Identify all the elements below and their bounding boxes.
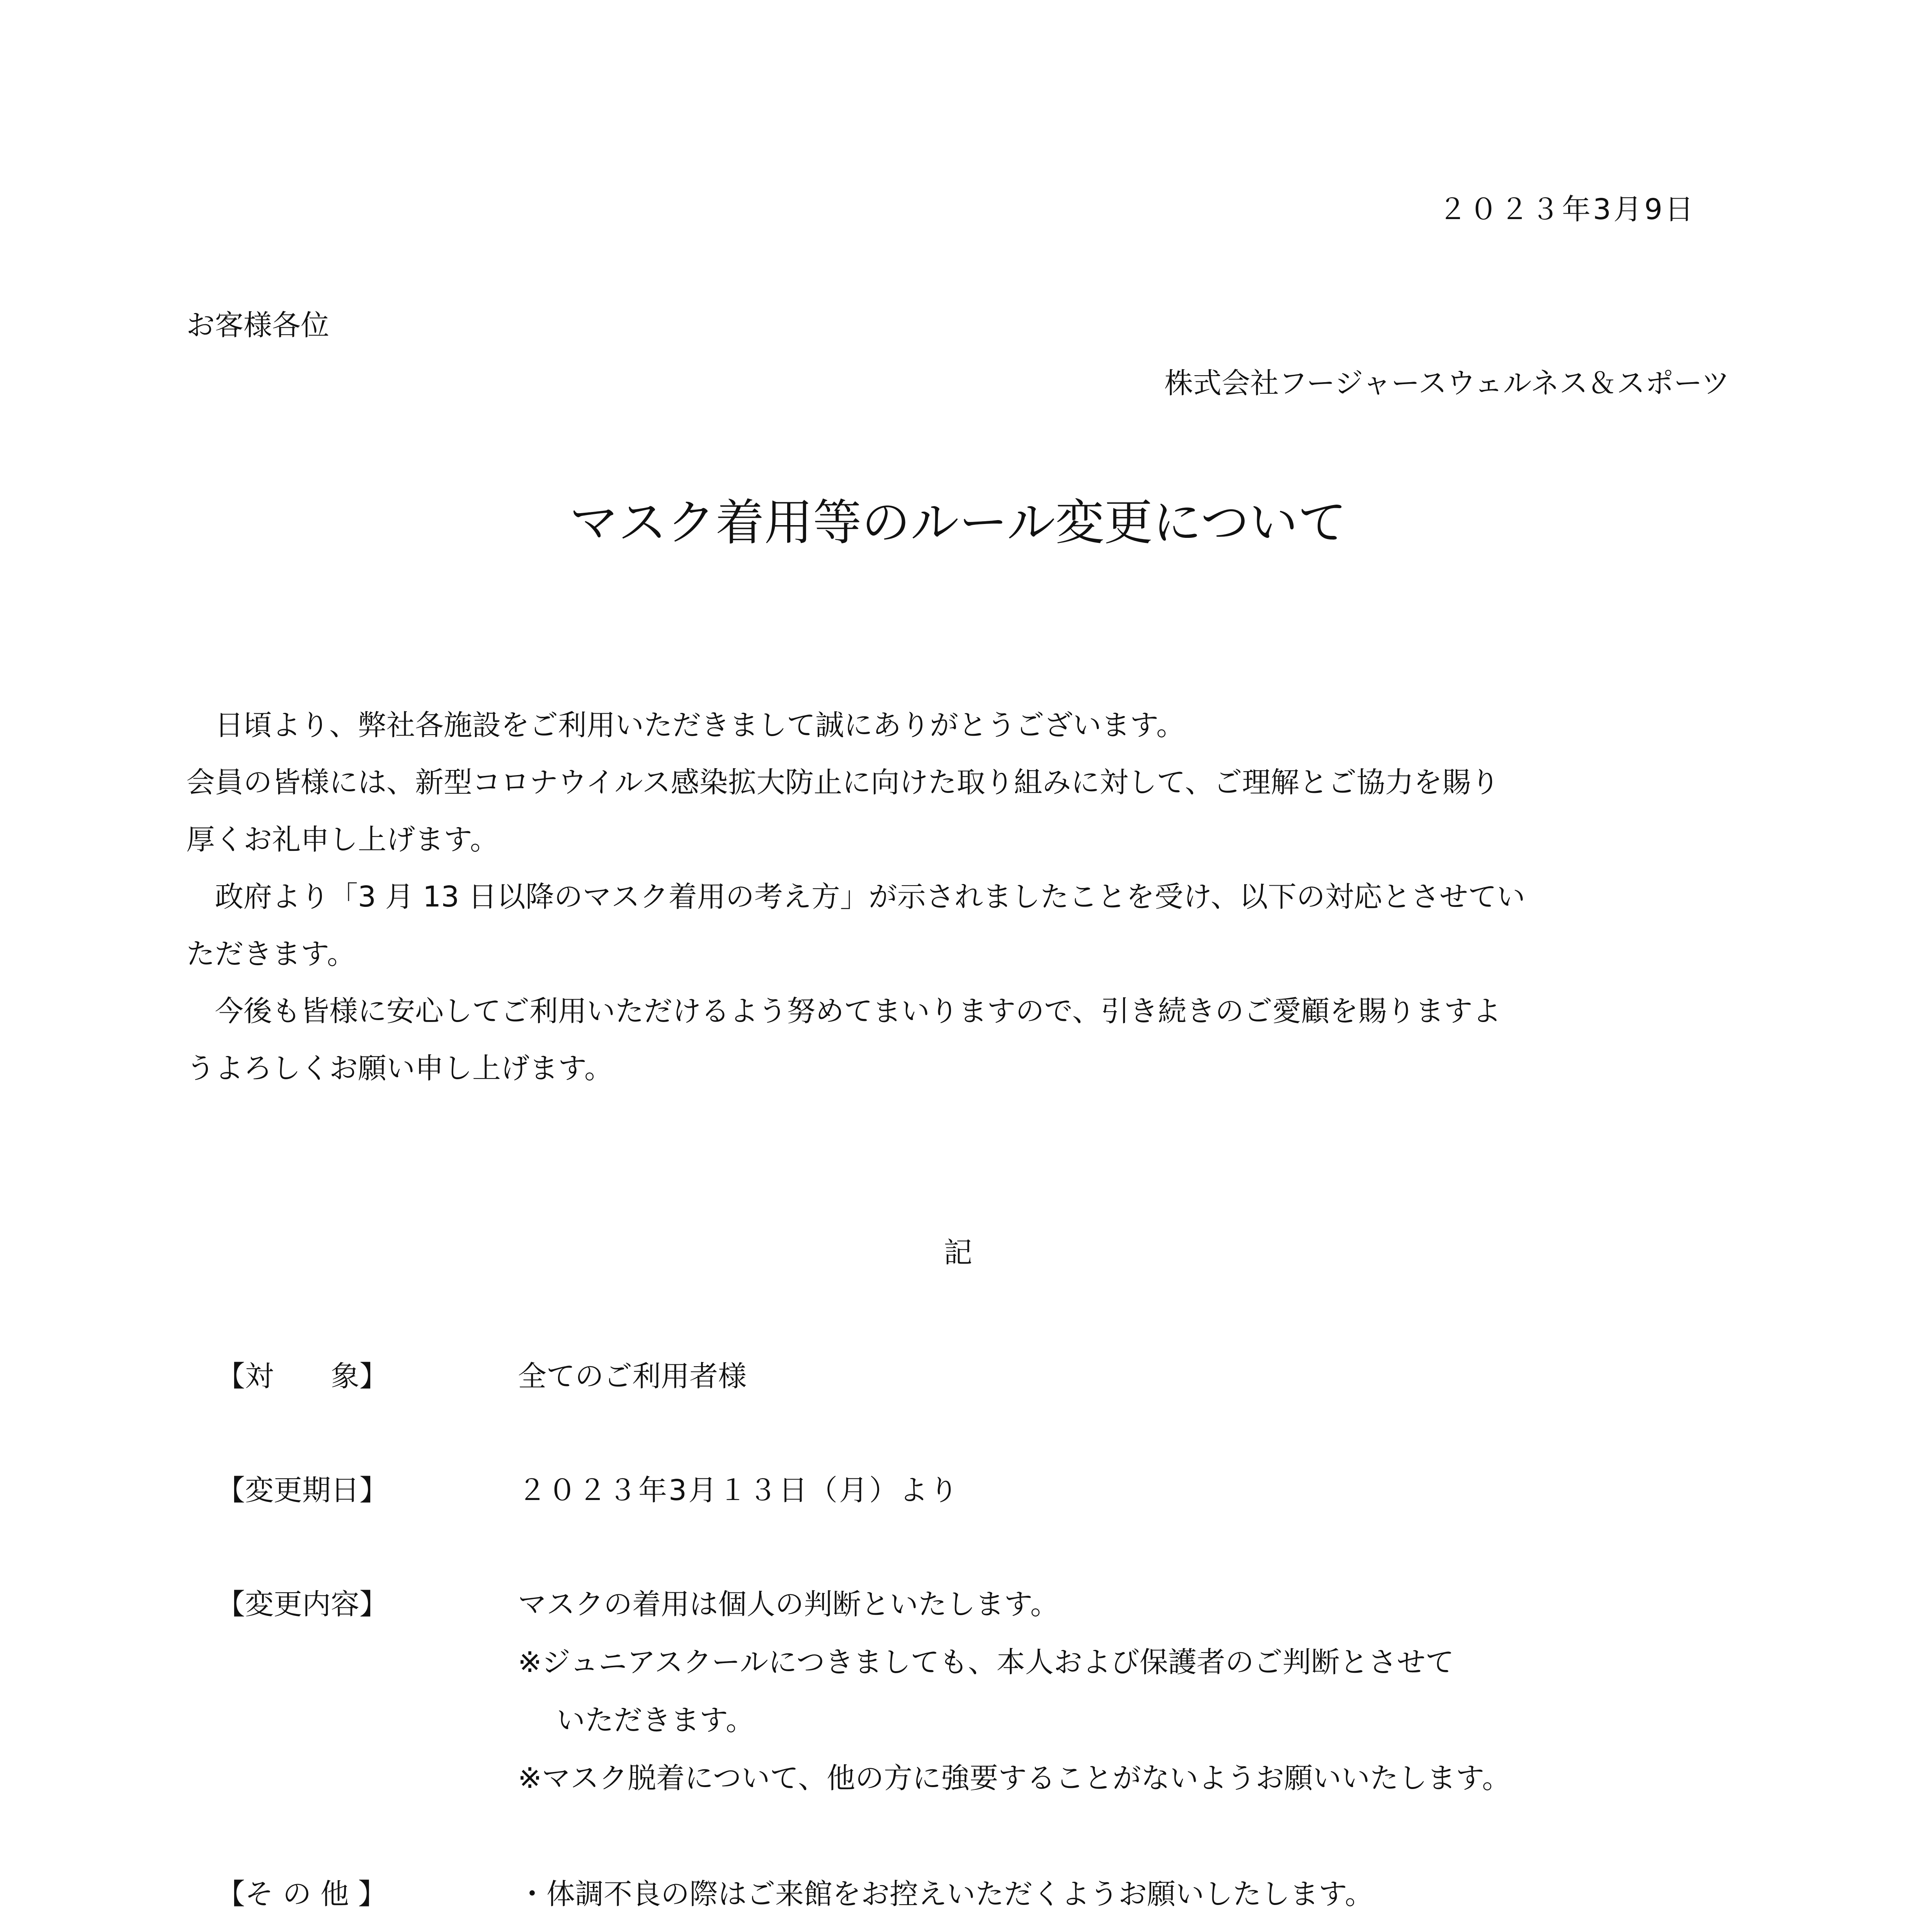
document-date: ２０２３年3月9日 bbox=[1438, 193, 1696, 226]
body-line: 今後も皆様に安心してご利用いただけるよう努めてまいりますので、引き続きのご愛顧を賜りますよ bbox=[215, 995, 1501, 1028]
item-label-change-content: 【変更内容】 bbox=[216, 1588, 388, 1621]
item-line: ※マスク脱着について、他の方に強要することがないようお願いいたします。 bbox=[518, 1762, 1511, 1795]
item-other-content bbox=[518, 1880, 1459, 1932]
body-line: 政府より「3 月 13 日以降のマスク着用の考え方」が示されましたことを受け、以下の対応とさせてい bbox=[215, 880, 1525, 913]
recipient: お客様各位 bbox=[186, 309, 329, 342]
body-text bbox=[186, 711, 1732, 1111]
body-line: 日頃より、弊社各施設をご利用いただきまして誠にありがとうございます。 bbox=[215, 709, 1185, 742]
item-line: いただきます。 bbox=[556, 1704, 755, 1737]
item-line: ・体調不良の際はご来館をお控えいただくようお願いしたします。 bbox=[518, 1878, 1374, 1911]
page-title: マスク着用等のルール変更について bbox=[569, 494, 1347, 551]
body-line: うよろしくお願い申し上げます。 bbox=[186, 1052, 613, 1085]
sender-company: 株式会社フージャースウェルネス＆スポーツ bbox=[1164, 367, 1730, 400]
body-line: ただきます。 bbox=[186, 937, 356, 971]
item-label-change-date: 【変更期日】 bbox=[216, 1474, 388, 1507]
item-target-content bbox=[518, 1362, 747, 1420]
ki-heading: 記 bbox=[944, 1236, 972, 1269]
item-line: ２０２３年3月１３日（月）より bbox=[518, 1474, 960, 1507]
item-line: マスクの着用は個人の判断といたします。 bbox=[518, 1588, 1059, 1621]
body-line: 厚くお礼申し上げます。 bbox=[186, 823, 499, 856]
body-line: 会員の皆様には、新型コロナウイルス感染拡大防止に向けた取り組みに対して、ご理解とご協力を賜り bbox=[186, 766, 1500, 799]
item-change-date-content bbox=[518, 1476, 960, 1534]
item-line: ※ジュニアスクールにつきましても、本人および保護者のご判断とさせて bbox=[518, 1646, 1454, 1679]
item-line: 全てのご利用者様 bbox=[518, 1360, 747, 1393]
item-label-target: 【対 象】 bbox=[216, 1360, 388, 1393]
item-change-content bbox=[518, 1590, 1511, 1822]
item-label-other: 【そ の 他 】 bbox=[216, 1878, 387, 1911]
